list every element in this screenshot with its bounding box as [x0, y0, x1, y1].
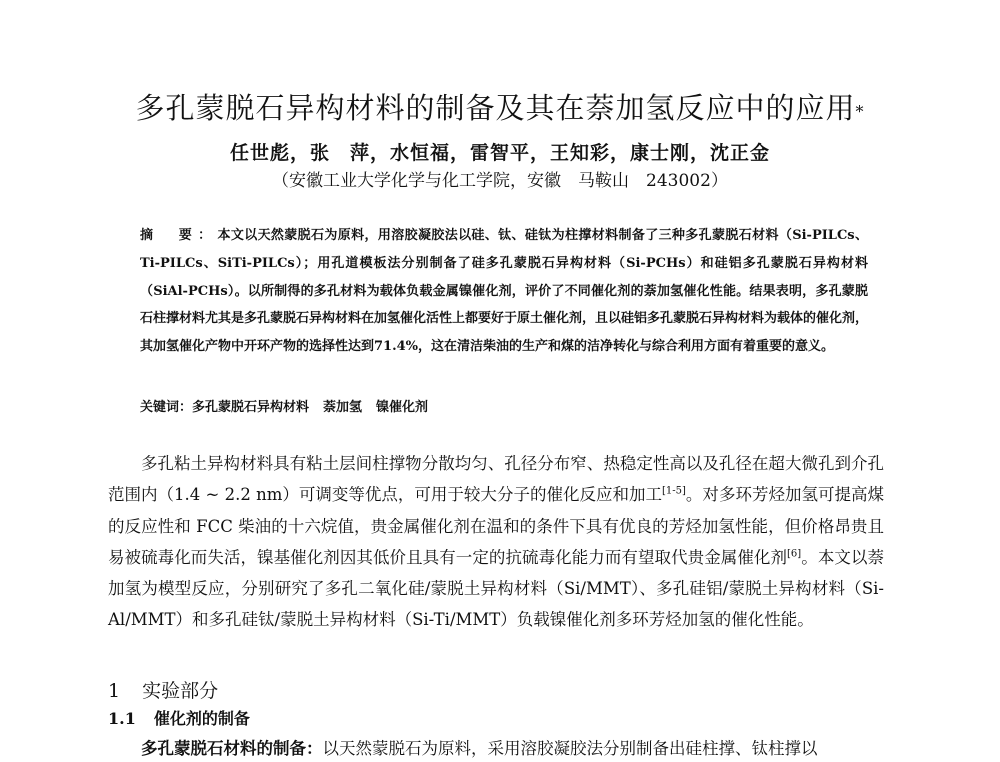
title-text: 多孔蒙脱石异构材料的制备及其在萘加氢反应中的应用: [135, 91, 856, 125]
citation-ref: [6]: [787, 548, 802, 560]
keyword: 多孔蒙脱石异构材料: [192, 400, 310, 415]
affiliation: （安徽工业大学化学与化工学院，安徽 马鞍山 243002）: [272, 171, 728, 191]
intro-paragraph: [108, 448, 884, 636]
method-paragraph: [108, 736, 884, 762]
subsection-heading: [108, 707, 250, 731]
paragraph-lead: 多孔蒙脱石材料的制备：: [141, 739, 323, 758]
author-list: 任世彪，张 萍，水恒福，雷智平，王知彩，康士刚，沈正金: [229, 142, 770, 164]
abstract: [140, 222, 868, 361]
intro-text: 。对多环芳烃加氢可提高煤的反应性和 FCC 柴油的十六烷值，贵金属催化剂在温和的条件下具有优良的芳烃加氢性能，但价格昂贵且易被硫毒化而失活，镍基催化剂因其低价且具有一定的抗硫毒化能力而有望取代贵金属催化剂: [108, 485, 884, 567]
keyword: 镍催化剂: [376, 400, 429, 415]
paragraph-text: 以天然蒙脱石为原料，采用溶胶凝胶法分别制备出硅柱撑、钛柱撑以: [322, 739, 818, 758]
intro-text: 。本文以萘加氢为模型反应，分别研究了多孔二氧化硅/蒙脱土异构材料（Si/MMT）、多孔硅铝/蒙脱土异构材料（Si-Al/MMT）和多孔硅钛/蒙脱土异构材料（Si-Ti/MMT）负载镍催化剂多环芳烃加氢的催化性能。: [108, 547, 885, 630]
abstract-label: 摘 要：: [140, 228, 218, 243]
section-heading: [108, 678, 218, 704]
subsection-title: 催化剂的制备: [153, 709, 250, 728]
abstract-text: 本文以天然蒙脱石为原料，用溶胶凝胶法以硅、钛、硅钛为柱撑材料制备了三种多孔蒙脱石材料（Si-PILCs、Ti-PILCs、SiTi-PILCs）；用孔道模板法分别制备了硅多孔蒙脱石异构材料（Si-PCHs）和硅铝多孔蒙脱石异构材料（SiAl-PCHs）。以所制得的多孔材料为载体负载金属镍催化剂，评价了不同催化剂的萘加氢催化性能。结果表明，多孔蒙脱石柱撑材料尤其是多孔蒙脱石异构材料在加氢催化活性上都要好于原土催化剂，且以硅铝多孔蒙脱石异构材料为载体的催化剂，其加氢催化产物中开环产物的选择性达到71.4%，这在清洁柴油的生产和煤的洁净转化与综合利用方面有着重要的意义。: [140, 228, 869, 355]
section-title: 实验部分: [142, 680, 219, 702]
citation-ref: [1-5]: [662, 485, 686, 497]
keywords: [140, 395, 868, 421]
title-footnote-mark: *: [855, 102, 865, 121]
section-number: 1: [108, 680, 121, 702]
paper-title: [0, 88, 1000, 128]
intro-text: 多孔粘土异构材料具有粘土层间柱撑物分散均匀、孔径分布窄、热稳定性高以及孔径在超大微孔到介孔范围内（1.4 ~ 2.2 nm）可调变等优点，可用于较大分子的催化反应和加工: [108, 454, 884, 505]
subsection-number: 1.1: [108, 709, 136, 728]
keyword: 萘加氢: [323, 400, 363, 415]
keywords-label: 关键词：: [140, 400, 193, 415]
